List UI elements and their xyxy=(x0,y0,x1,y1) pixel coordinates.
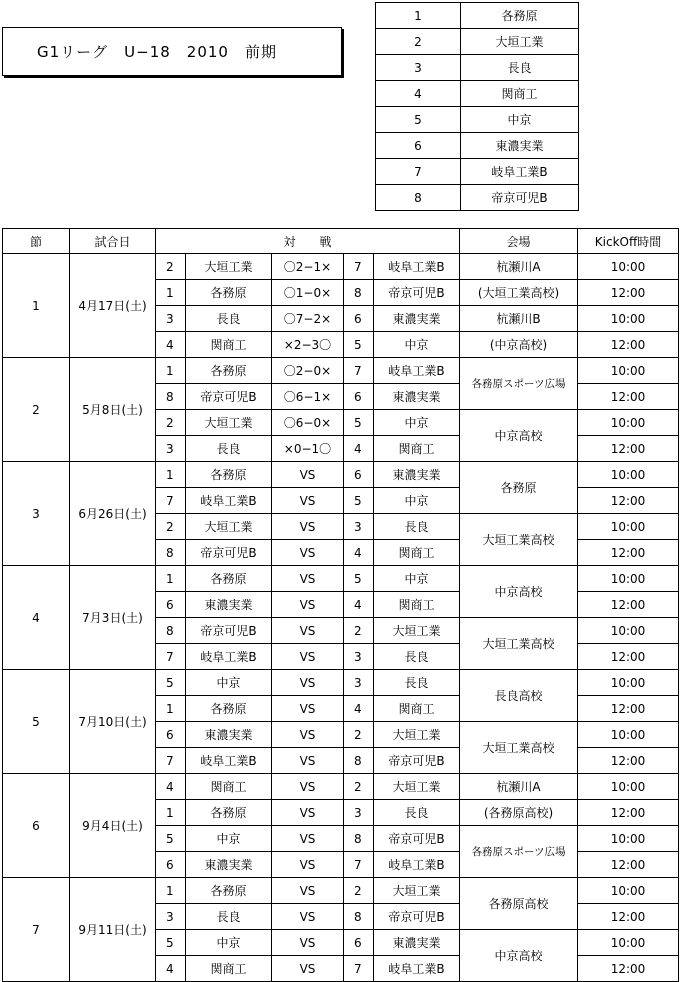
kickoff-time: 10:00 xyxy=(578,358,679,384)
home-team-number: 1 xyxy=(156,462,186,488)
venue: 中京高校 xyxy=(460,410,578,462)
venue: 大垣工業高校 xyxy=(460,722,578,774)
kickoff-time: 10:00 xyxy=(578,566,679,592)
away-team-number: 8 xyxy=(344,748,374,774)
home-team: 東濃実業 xyxy=(186,722,272,748)
team-number: 6 xyxy=(376,133,461,159)
away-team-number: 6 xyxy=(344,384,374,410)
venue: 長良高校 xyxy=(460,670,578,722)
home-team: 各務原 xyxy=(186,800,272,826)
away-team: 帝京可児B xyxy=(374,904,460,930)
away-team: 東濃実業 xyxy=(374,384,460,410)
match-result: VS xyxy=(272,462,344,488)
home-team: 中京 xyxy=(186,826,272,852)
home-team-number: 2 xyxy=(156,410,186,436)
match-row xyxy=(3,462,679,488)
kickoff-time: 12:00 xyxy=(578,852,679,878)
away-team-number: 2 xyxy=(344,774,374,800)
away-team-number: 4 xyxy=(344,592,374,618)
match-date: 4月17日(土) xyxy=(70,254,156,358)
away-team: 帝京可児B xyxy=(374,280,460,306)
match-result: VS xyxy=(272,488,344,514)
header-row xyxy=(3,229,679,254)
away-team: 帝京可児B xyxy=(374,826,460,852)
home-team: 岐阜工業B xyxy=(186,488,272,514)
home-team: 大垣工業 xyxy=(186,410,272,436)
venue: 大垣工業高校 xyxy=(460,618,578,670)
home-team-number: 2 xyxy=(156,514,186,540)
home-team-number: 2 xyxy=(156,254,186,280)
kickoff-time: 10:00 xyxy=(578,306,679,332)
away-team: 関商工 xyxy=(374,696,460,722)
home-team: 長良 xyxy=(186,904,272,930)
home-team-number: 3 xyxy=(156,904,186,930)
venue: 中京高校 xyxy=(460,566,578,618)
match-result: 〇6−0× xyxy=(272,410,344,436)
match-result: VS xyxy=(272,618,344,644)
match-date: 5月8日(土) xyxy=(70,358,156,462)
home-team: 中京 xyxy=(186,930,272,956)
away-team: 中京 xyxy=(374,488,460,514)
match-result: 〇2−0× xyxy=(272,358,344,384)
away-team-number: 6 xyxy=(344,462,374,488)
kickoff-time: 10:00 xyxy=(578,462,679,488)
away-team-number: 5 xyxy=(344,566,374,592)
away-team: 岐阜工業B xyxy=(374,254,460,280)
round-number: 4 xyxy=(3,566,70,670)
away-team-number: 2 xyxy=(344,878,374,904)
home-team-number: 3 xyxy=(156,306,186,332)
match-result: VS xyxy=(272,748,344,774)
match-result: VS xyxy=(272,722,344,748)
home-team: 中京 xyxy=(186,670,272,696)
away-team-number: 2 xyxy=(344,618,374,644)
match-row xyxy=(3,670,679,696)
away-team-number: 3 xyxy=(344,670,374,696)
kickoff-time: 10:00 xyxy=(578,826,679,852)
venue: 各務原高校 xyxy=(460,878,578,930)
home-team: 関商工 xyxy=(186,332,272,358)
home-team-number: 1 xyxy=(156,696,186,722)
kickoff-time: 12:00 xyxy=(578,540,679,566)
kickoff-time: 10:00 xyxy=(578,618,679,644)
team-name: 関商工 xyxy=(461,81,579,107)
away-team-number: 7 xyxy=(344,852,374,878)
away-team-number: 7 xyxy=(344,956,374,982)
round-number: 5 xyxy=(3,670,70,774)
team-number: 3 xyxy=(376,55,461,81)
home-team-number: 6 xyxy=(156,852,186,878)
venue: 各務原スポーツ広場 xyxy=(460,358,578,410)
match-row xyxy=(3,774,679,800)
away-team-number: 3 xyxy=(344,644,374,670)
kickoff-time: 12:00 xyxy=(578,904,679,930)
match-result: VS xyxy=(272,800,344,826)
match-result: VS xyxy=(272,514,344,540)
match-date: 7月3日(土) xyxy=(70,566,156,670)
home-team-number: 6 xyxy=(156,722,186,748)
venue: 杭瀬川A xyxy=(460,774,578,800)
header-kickoff: KickOff時間 xyxy=(578,229,679,254)
kickoff-time: 12:00 xyxy=(578,436,679,462)
match-result: VS xyxy=(272,644,344,670)
team-name: 東濃実業 xyxy=(461,133,579,159)
away-team: 東濃実業 xyxy=(374,306,460,332)
home-team-number: 6 xyxy=(156,592,186,618)
title-text: G1リーグ U−18 2010 前期 xyxy=(37,43,277,61)
away-team: 長良 xyxy=(374,514,460,540)
kickoff-time: 12:00 xyxy=(578,956,679,982)
round-number: 7 xyxy=(3,878,70,982)
away-team-number: 7 xyxy=(344,358,374,384)
round-number: 3 xyxy=(3,462,70,566)
header-match: 対 戦 xyxy=(156,229,460,254)
match-result: VS xyxy=(272,826,344,852)
team-name: 岐阜工業B xyxy=(461,159,579,185)
away-team: 岐阜工業B xyxy=(374,956,460,982)
page-title xyxy=(2,27,342,76)
kickoff-time: 12:00 xyxy=(578,488,679,514)
home-team-number: 5 xyxy=(156,930,186,956)
away-team-number: 5 xyxy=(344,488,374,514)
away-team: 東濃実業 xyxy=(374,462,460,488)
team-row xyxy=(376,3,579,29)
home-team: 大垣工業 xyxy=(186,514,272,540)
home-team: 各務原 xyxy=(186,566,272,592)
match-result: VS xyxy=(272,930,344,956)
venue: 中京高校 xyxy=(460,930,578,982)
team-name: 各務原 xyxy=(461,3,579,29)
team-row xyxy=(376,29,579,55)
team-name: 長良 xyxy=(461,55,579,81)
match-date: 7月10日(土) xyxy=(70,670,156,774)
venue: 杭瀬川A xyxy=(460,254,578,280)
match-date: 9月4日(土) xyxy=(70,774,156,878)
home-team-number: 1 xyxy=(156,878,186,904)
home-team-number: 1 xyxy=(156,800,186,826)
venue: (各務原高校) xyxy=(460,800,578,826)
away-team-number: 8 xyxy=(344,826,374,852)
team-row xyxy=(376,107,579,133)
home-team: 東濃実業 xyxy=(186,592,272,618)
kickoff-time: 12:00 xyxy=(578,592,679,618)
home-team: 各務原 xyxy=(186,696,272,722)
away-team-number: 6 xyxy=(344,930,374,956)
round-number: 1 xyxy=(3,254,70,358)
away-team-number: 7 xyxy=(344,254,374,280)
home-team: 岐阜工業B xyxy=(186,644,272,670)
away-team-number: 3 xyxy=(344,514,374,540)
team-list xyxy=(375,2,579,211)
home-team-number: 4 xyxy=(156,774,186,800)
away-team-number: 8 xyxy=(344,280,374,306)
match-result: 〇2−1× xyxy=(272,254,344,280)
schedule-table xyxy=(2,228,679,982)
away-team-number: 8 xyxy=(344,904,374,930)
home-team: 各務原 xyxy=(186,462,272,488)
team-row xyxy=(376,81,579,107)
away-team-number: 5 xyxy=(344,332,374,358)
home-team-number: 8 xyxy=(156,384,186,410)
header-venue: 会場 xyxy=(460,229,578,254)
home-team-number: 3 xyxy=(156,436,186,462)
home-team-number: 1 xyxy=(156,566,186,592)
away-team: 東濃実業 xyxy=(374,930,460,956)
team-number: 1 xyxy=(376,3,461,29)
away-team: 関商工 xyxy=(374,436,460,462)
kickoff-time: 10:00 xyxy=(578,410,679,436)
kickoff-time: 12:00 xyxy=(578,696,679,722)
away-team: 中京 xyxy=(374,410,460,436)
away-team-number: 4 xyxy=(344,436,374,462)
kickoff-time: 10:00 xyxy=(578,878,679,904)
away-team: 長良 xyxy=(374,670,460,696)
match-date: 6月26日(土) xyxy=(70,462,156,566)
match-result: ×2−3〇 xyxy=(272,332,344,358)
team-number: 7 xyxy=(376,159,461,185)
home-team-number: 1 xyxy=(156,280,186,306)
match-result: 〇7−2× xyxy=(272,306,344,332)
home-team: 各務原 xyxy=(186,878,272,904)
team-name: 帝京可児B xyxy=(461,185,579,211)
match-result: VS xyxy=(272,696,344,722)
home-team-number: 4 xyxy=(156,332,186,358)
kickoff-time: 12:00 xyxy=(578,332,679,358)
team-name: 中京 xyxy=(461,107,579,133)
round-number: 2 xyxy=(3,358,70,462)
kickoff-time: 10:00 xyxy=(578,254,679,280)
match-result: VS xyxy=(272,566,344,592)
home-team: 大垣工業 xyxy=(186,254,272,280)
home-team: 関商工 xyxy=(186,774,272,800)
away-team: 中京 xyxy=(374,332,460,358)
kickoff-time: 12:00 xyxy=(578,384,679,410)
away-team: 大垣工業 xyxy=(374,774,460,800)
home-team-number: 1 xyxy=(156,358,186,384)
away-team-number: 4 xyxy=(344,540,374,566)
match-result: VS xyxy=(272,852,344,878)
home-team-number: 5 xyxy=(156,670,186,696)
match-result: 〇1−0× xyxy=(272,280,344,306)
home-team: 帝京可児B xyxy=(186,384,272,410)
match-result: VS xyxy=(272,904,344,930)
team-row xyxy=(376,159,579,185)
home-team: 関商工 xyxy=(186,956,272,982)
kickoff-time: 10:00 xyxy=(578,722,679,748)
venue: 各務原 xyxy=(460,462,578,514)
match-date: 9月11日(土) xyxy=(70,878,156,982)
away-team: 中京 xyxy=(374,566,460,592)
away-team: 関商工 xyxy=(374,592,460,618)
away-team: 岐阜工業B xyxy=(374,358,460,384)
team-number: 2 xyxy=(376,29,461,55)
match-result: VS xyxy=(272,956,344,982)
match-result: ×0−1〇 xyxy=(272,436,344,462)
home-team-number: 4 xyxy=(156,956,186,982)
home-team: 帝京可児B xyxy=(186,618,272,644)
team-row xyxy=(376,133,579,159)
away-team: 大垣工業 xyxy=(374,722,460,748)
home-team: 岐阜工業B xyxy=(186,748,272,774)
match-row xyxy=(3,878,679,904)
team-number: 8 xyxy=(376,185,461,211)
away-team: 長良 xyxy=(374,800,460,826)
home-team: 東濃実業 xyxy=(186,852,272,878)
kickoff-time: 12:00 xyxy=(578,800,679,826)
kickoff-time: 10:00 xyxy=(578,514,679,540)
home-team-number: 5 xyxy=(156,826,186,852)
team-name: 大垣工業 xyxy=(461,29,579,55)
home-team: 長良 xyxy=(186,306,272,332)
home-team: 帝京可児B xyxy=(186,540,272,566)
away-team: 関商工 xyxy=(374,540,460,566)
kickoff-time: 10:00 xyxy=(578,930,679,956)
match-row xyxy=(3,566,679,592)
away-team: 帝京可児B xyxy=(374,748,460,774)
venue: (中京高校) xyxy=(460,332,578,358)
kickoff-time: 12:00 xyxy=(578,748,679,774)
match-result: VS xyxy=(272,592,344,618)
team-row xyxy=(376,185,579,211)
away-team: 岐阜工業B xyxy=(374,852,460,878)
away-team-number: 6 xyxy=(344,306,374,332)
match-row xyxy=(3,358,679,384)
away-team-number: 2 xyxy=(344,722,374,748)
header-round: 節 xyxy=(3,229,70,254)
home-team-number: 7 xyxy=(156,488,186,514)
round-number: 6 xyxy=(3,774,70,878)
match-result: VS xyxy=(272,878,344,904)
away-team-number: 5 xyxy=(344,410,374,436)
home-team: 長良 xyxy=(186,436,272,462)
away-team: 長良 xyxy=(374,644,460,670)
away-team-number: 3 xyxy=(344,800,374,826)
header-date: 試合日 xyxy=(70,229,156,254)
kickoff-time: 10:00 xyxy=(578,774,679,800)
venue: 各務原スポーツ広場 xyxy=(460,826,578,878)
match-result: 〇6−1× xyxy=(272,384,344,410)
kickoff-time: 12:00 xyxy=(578,280,679,306)
home-team: 各務原 xyxy=(186,280,272,306)
venue: (大垣工業高校) xyxy=(460,280,578,306)
match-row xyxy=(3,254,679,280)
venue: 杭瀬川B xyxy=(460,306,578,332)
kickoff-time: 12:00 xyxy=(578,644,679,670)
match-result: VS xyxy=(272,670,344,696)
away-team-number: 4 xyxy=(344,696,374,722)
kickoff-time: 10:00 xyxy=(578,670,679,696)
away-team: 大垣工業 xyxy=(374,618,460,644)
venue: 大垣工業高校 xyxy=(460,514,578,566)
team-number: 4 xyxy=(376,81,461,107)
home-team-number: 7 xyxy=(156,644,186,670)
team-row xyxy=(376,55,579,81)
team-number: 5 xyxy=(376,107,461,133)
away-team: 大垣工業 xyxy=(374,878,460,904)
home-team: 各務原 xyxy=(186,358,272,384)
home-team-number: 8 xyxy=(156,618,186,644)
home-team-number: 8 xyxy=(156,540,186,566)
home-team-number: 7 xyxy=(156,748,186,774)
match-result: VS xyxy=(272,774,344,800)
match-result: VS xyxy=(272,540,344,566)
